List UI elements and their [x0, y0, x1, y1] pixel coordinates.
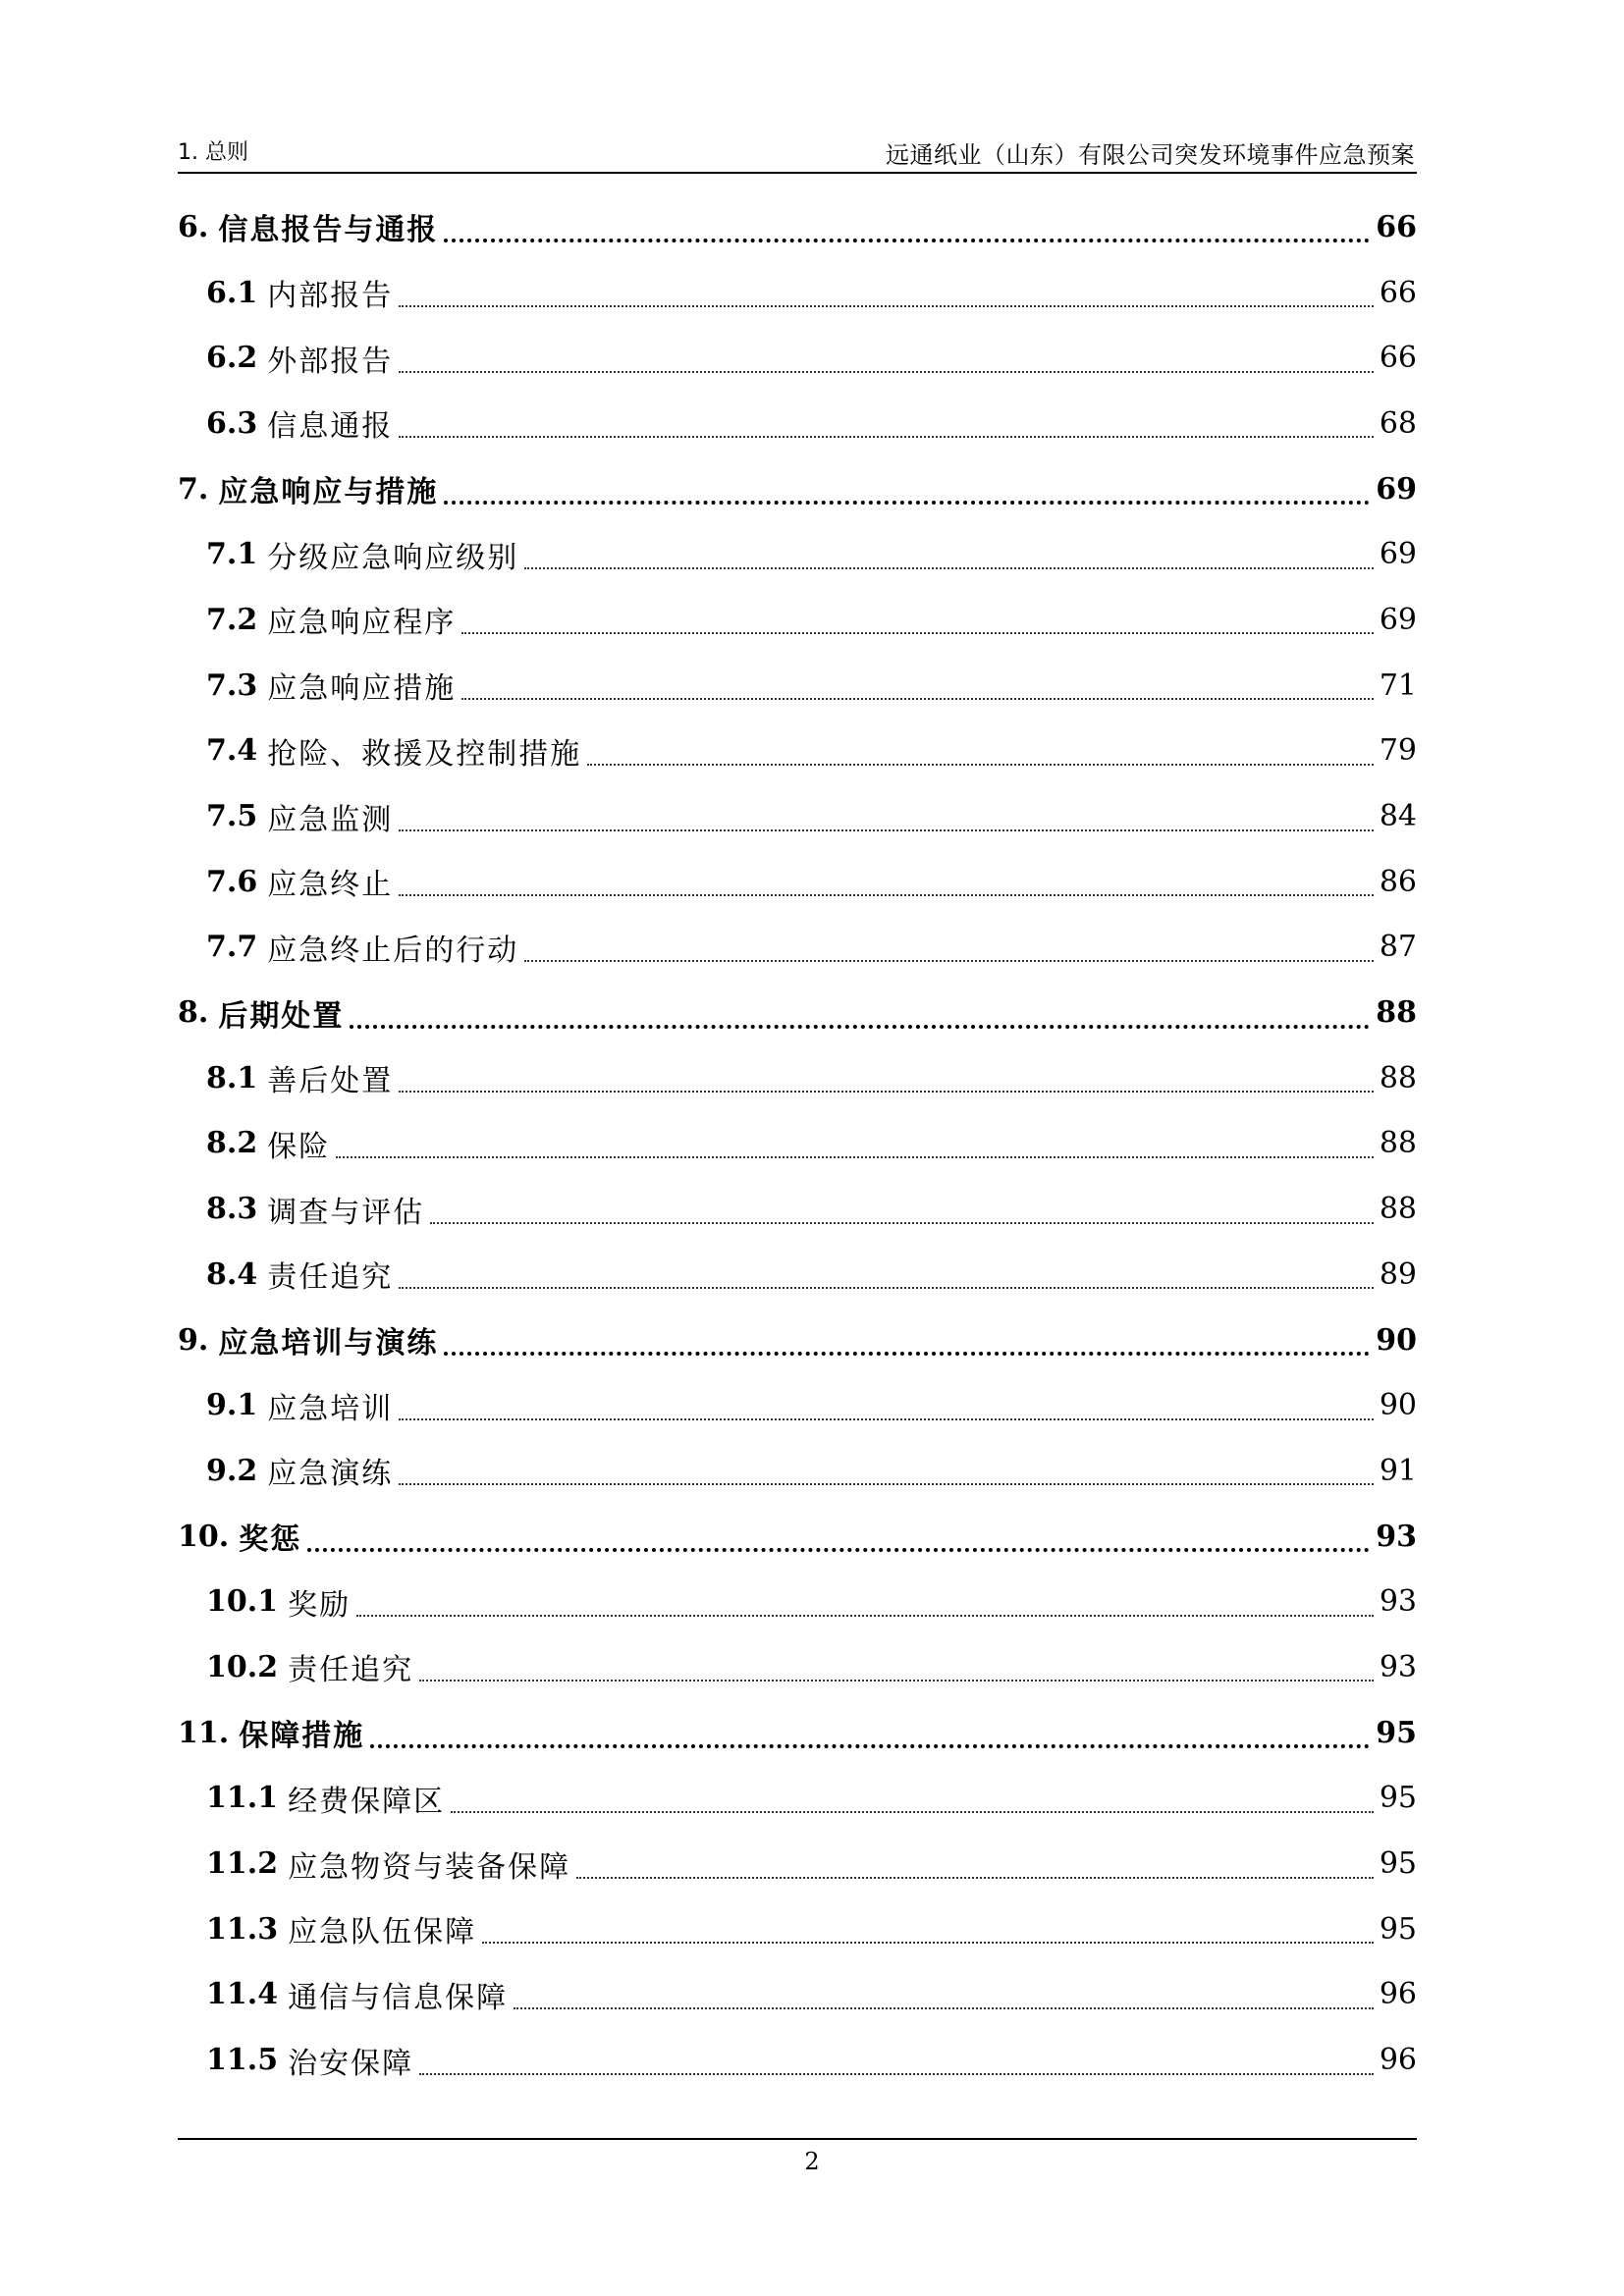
toc-entry-title: 分级应急响应级别	[267, 540, 519, 575]
toc-dot-leader	[399, 829, 1374, 831]
toc-entry-title: 应急终止后的行动	[267, 933, 519, 968]
toc-entry-title: 应急培训	[267, 1391, 394, 1426]
toc-entry-number: 6.	[178, 209, 209, 244]
toc-section-entry[interactable]	[178, 1438, 1417, 1504]
toc-dot-leader	[461, 698, 1374, 700]
toc-entry-title: 责任追究	[288, 1653, 414, 1688]
toc-entry-title: 奖励	[288, 1587, 352, 1623]
toc-section-entry[interactable]	[178, 1372, 1417, 1438]
toc-entry-title: 调查与评估	[267, 1195, 425, 1230]
toc-dot-leader	[307, 1548, 1370, 1552]
toc-entry-page: 95	[1376, 1715, 1417, 1750]
toc-entry-number: 8.4	[206, 1256, 258, 1292]
toc-section-entry[interactable]	[178, 1569, 1417, 1634]
toc-dot-leader	[399, 894, 1374, 896]
toc-dot-leader	[524, 567, 1374, 569]
toc-section-entry[interactable]	[178, 1176, 1417, 1242]
toc-dot-leader	[444, 501, 1370, 505]
toc-entry-title: 奖惩	[239, 1522, 302, 1558]
toc-dot-leader	[399, 1418, 1374, 1420]
toc-dot-leader	[444, 239, 1370, 242]
header-document-title: 远通纸业（山东）有限公司突发环境事件应急预案	[886, 141, 1415, 169]
toc-entry-page: 87	[1379, 930, 1417, 965]
toc-entry-number: 8.	[178, 995, 209, 1031]
page-number: 2	[804, 2148, 820, 2175]
toc-entry-title: 应急演练	[267, 1457, 394, 1492]
toc-dot-leader	[514, 2007, 1374, 2009]
toc-entry-title: 保险	[267, 1129, 331, 1164]
toc-entry-page: 90	[1376, 1322, 1417, 1358]
toc-entry-number: 7.7	[206, 930, 258, 965]
toc-entry-number: 11.5	[206, 2043, 279, 2078]
toc-entry-title: 责任追究	[267, 1260, 394, 1296]
toc-section-entry[interactable]	[178, 1634, 1417, 1700]
toc-section-entry[interactable]	[178, 915, 1417, 981]
toc-entry-page: 69	[1376, 471, 1417, 507]
toc-entry-page: 95	[1379, 1911, 1417, 1947]
toc-dot-leader	[461, 632, 1374, 634]
toc-entry-title: 信息通报	[267, 409, 394, 445]
toc-dot-leader	[419, 2073, 1374, 2075]
toc-entry-number: 7.	[178, 471, 209, 507]
toc-entry-number: 8.2	[206, 1126, 258, 1161]
toc-entry-number: 10.	[178, 1519, 230, 1554]
toc-entry-title: 应急响应程序	[267, 606, 457, 641]
toc-chapter-entry[interactable]	[178, 1308, 1417, 1373]
toc-entry-page: 88	[1379, 1192, 1417, 1227]
toc-entry-page: 71	[1379, 667, 1417, 703]
toc-section-entry[interactable]	[178, 391, 1417, 456]
toc-entry-title: 善后处置	[267, 1064, 394, 1099]
toc-entry-number: 9.2	[206, 1453, 258, 1488]
toc-dot-leader	[482, 1942, 1374, 1944]
toc-entry-number: 7.3	[206, 667, 258, 703]
toc-dot-leader	[399, 1287, 1374, 1289]
toc-dot-leader	[399, 1091, 1374, 1093]
toc-section-entry[interactable]	[178, 1766, 1417, 1832]
toc-entry-page: 66	[1379, 275, 1417, 310]
toc-section-entry[interactable]	[178, 260, 1417, 326]
toc-section-entry[interactable]	[178, 849, 1417, 915]
toc-section-entry[interactable]	[178, 1831, 1417, 1896]
toc-entry-page: 79	[1379, 733, 1417, 769]
toc-entry-title: 治安保障	[288, 2046, 414, 2081]
toc-entry-page: 90	[1379, 1388, 1417, 1423]
header-rule	[178, 172, 1417, 174]
toc-entry-page: 66	[1376, 209, 1417, 244]
toc-entry-title: 应急物资与装备保障	[288, 1849, 571, 1885]
toc-entry-number: 7.1	[206, 537, 258, 572]
toc-entry-page: 68	[1379, 405, 1417, 441]
toc-section-entry[interactable]	[178, 521, 1417, 587]
toc-dot-leader	[451, 1811, 1374, 1813]
toc-entry-number: 10.2	[206, 1649, 279, 1684]
toc-entry-number: 7.6	[206, 864, 258, 899]
toc-entry-number: 9.	[178, 1322, 209, 1358]
toc-entry-title: 信息报告与通报	[218, 213, 439, 248]
toc-entry-number: 7.5	[206, 799, 258, 834]
toc-entry-number: 9.1	[206, 1388, 258, 1423]
toc-entry-title: 内部报告	[267, 279, 394, 314]
toc-entry-number: 11.2	[206, 1846, 279, 1882]
toc-entry-page: 88	[1379, 1060, 1417, 1095]
toc-entry-number: 7.4	[206, 733, 258, 769]
toc-entry-title: 应急培训与演练	[218, 1326, 439, 1362]
toc-entry-page: 93	[1379, 1584, 1417, 1620]
toc-entry-number: 11.	[178, 1715, 230, 1750]
footer-rule	[178, 2138, 1417, 2140]
toc-dot-leader	[399, 305, 1374, 307]
toc-entry-title: 保障措施	[239, 1719, 365, 1754]
toc-entry-page: 96	[1379, 2043, 1417, 2078]
toc-section-entry[interactable]	[178, 2027, 1417, 2093]
toc-dot-leader	[370, 1744, 1370, 1748]
toc-chapter-entry[interactable]	[178, 980, 1417, 1045]
toc-entry-title: 应急响应与措施	[218, 475, 439, 510]
toc-entry-title: 抢险、救援及控制措施	[267, 736, 582, 772]
toc-entry-page: 95	[1379, 1846, 1417, 1882]
toc-dot-leader	[524, 960, 1374, 962]
toc-entry-title: 应急终止	[267, 868, 394, 903]
toc-entry-title: 应急监测	[267, 802, 394, 837]
toc-entry-number: 8.1	[206, 1060, 258, 1095]
toc-dot-leader	[356, 1615, 1374, 1617]
toc-section-entry[interactable]	[178, 587, 1417, 653]
toc-entry-title: 外部报告	[267, 344, 394, 379]
toc-entry-page: 93	[1379, 1649, 1417, 1684]
toc-section-entry[interactable]	[178, 783, 1417, 849]
toc-entry-number: 6.2	[206, 341, 258, 376]
toc-section-entry[interactable]	[178, 1962, 1417, 2028]
page-header	[178, 135, 1415, 175]
toc-dot-leader	[336, 1156, 1374, 1158]
toc-chapter-entry[interactable]	[178, 194, 1417, 260]
toc-entry-number: 10.1	[206, 1584, 279, 1620]
toc-entry-page: 95	[1379, 1781, 1417, 1816]
toc-dot-leader	[399, 371, 1374, 373]
toc-entry-number: 11.1	[206, 1781, 279, 1816]
toc-entry-title: 后期处置	[218, 998, 345, 1034]
toc-chapter-entry[interactable]	[178, 1504, 1417, 1570]
toc-dot-leader	[399, 1483, 1374, 1485]
toc-entry-number: 11.3	[206, 1911, 279, 1947]
toc-entry-page: 88	[1379, 1126, 1417, 1161]
toc-entry-title: 应急响应措施	[267, 671, 457, 707]
toc-entry-page: 91	[1379, 1453, 1417, 1488]
table-of-contents	[178, 194, 1417, 2093]
toc-dot-leader	[587, 764, 1374, 766]
toc-entry-number: 7.2	[206, 602, 258, 637]
toc-entry-page: 86	[1379, 864, 1417, 899]
toc-section-entry[interactable]	[178, 1896, 1417, 1962]
toc-section-entry[interactable]	[178, 1111, 1417, 1177]
header-section-title: 1. 总则	[178, 140, 248, 165]
toc-entry-number: 6.3	[206, 405, 258, 441]
toc-entry-title: 经费保障区	[288, 1784, 446, 1819]
toc-entry-page: 93	[1376, 1519, 1417, 1554]
toc-entry-page: 69	[1379, 537, 1417, 572]
toc-entry-number: 8.3	[206, 1192, 258, 1227]
toc-dot-leader	[399, 436, 1374, 438]
toc-dot-leader	[576, 1877, 1374, 1879]
toc-entry-page: 88	[1376, 995, 1417, 1031]
toc-entry-page: 66	[1379, 341, 1417, 376]
toc-entry-number: 11.4	[206, 1977, 279, 2012]
toc-dot-leader	[419, 1680, 1374, 1682]
toc-section-entry[interactable]	[178, 325, 1417, 391]
toc-entry-number: 6.1	[206, 275, 258, 310]
toc-entry-page: 84	[1379, 799, 1417, 834]
toc-section-entry[interactable]	[178, 719, 1417, 784]
toc-entry-title: 通信与信息保障	[288, 1980, 509, 2015]
toc-dot-leader	[430, 1222, 1374, 1224]
toc-entry-title: 应急队伍保障	[288, 1915, 477, 1950]
toc-section-entry[interactable]	[178, 653, 1417, 719]
toc-chapter-entry[interactable]	[178, 456, 1417, 522]
toc-chapter-entry[interactable]	[178, 1700, 1417, 1766]
toc-section-entry[interactable]	[178, 1242, 1417, 1308]
toc-dot-leader	[444, 1352, 1370, 1356]
toc-entry-page: 89	[1379, 1256, 1417, 1292]
toc-section-entry[interactable]	[178, 1045, 1417, 1111]
toc-dot-leader	[350, 1025, 1370, 1029]
toc-entry-page: 69	[1379, 602, 1417, 637]
toc-entry-page: 96	[1379, 1977, 1417, 2012]
